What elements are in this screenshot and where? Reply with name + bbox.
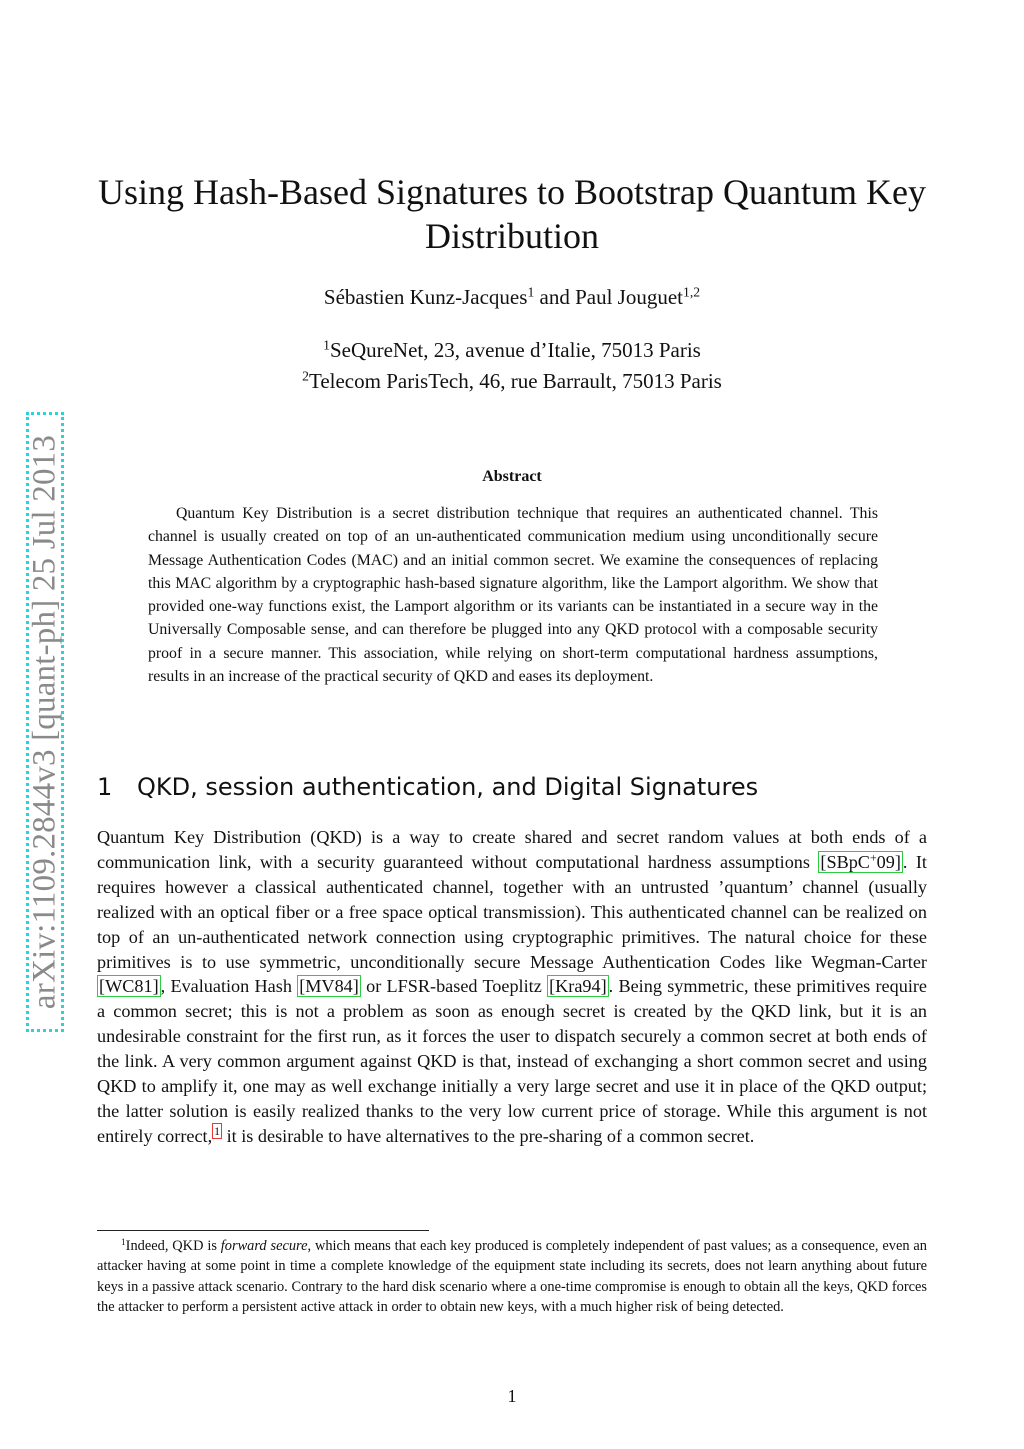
- citation-sbpc09-year: 09: [876, 851, 895, 872]
- page-number: 1: [507, 1386, 517, 1406]
- footnote-1-text-post: , which means that each key produced is completely independent of past values; as a consequence, even an attacker having at some point in time a complete knowledge of the equipment state including its secrets, does not learn anything about future keys in a passive attack scenario. Contrary to the hard disk scenario where a one-time compromise is enough to obtain all the keys, QKD forces the attacker to perform a persistent active attack in order to obtain new keys, with a much higher risk of being detected.: [97, 1238, 927, 1315]
- author-1-affiliation-mark: 1: [527, 284, 535, 300]
- footnote-rule: [97, 1230, 429, 1231]
- author-conjunction: and: [534, 285, 576, 309]
- body-text-5: . Being symmetric, these primitives require a common secret; this is not a problem as soon as enough secret is created by the QKD link, but it is an undesirable constraint for the first run, as it forces the user to dispatch securely a common secret at both ends of the link. A very common argument against QKD is that, instead of exchanging a short common secret and using QKD to amplify it, one may as well exchange initially a very large secret and use it in place of the QKD output; the latter solution is easily realized thanks to the very low current price of storage. While this argument is not entirely correct,: [97, 976, 927, 1146]
- author-2-name: Paul Jouguet: [575, 285, 684, 309]
- citation-mv84-key: MV84: [305, 976, 353, 997]
- section-heading: [97, 773, 758, 801]
- section-number: 1: [97, 773, 113, 801]
- footnote-1-link[interactable]: 1: [214, 1124, 221, 1139]
- body-text-2: . It requires however a classical authenticated channel, together with an untrusted ’quantum’ channel (usually realized with an optical fiber or a free space optical transmission). This authenticated channel can be realized on top of an un-authenticated network connection using cryptographic primitives. The natural choice for these primitives is to use symmetric, unconditionally secure Message Authentication Codes like Wegman-Carter: [97, 851, 927, 972]
- footnote-1-text-pre: Indeed, QKD is: [125, 1238, 221, 1254]
- affiliation-2-text: Telecom ParisTech, 46, rue Barrault, 75013 Paris: [308, 369, 722, 393]
- citation-link-mv84[interactable]: [MV84]: [299, 976, 359, 997]
- citation-kra94-key: Kra94: [555, 976, 601, 997]
- body-text-4: or LFSR-based Toeplitz: [360, 976, 548, 997]
- body-text-6: it is desirable to have alternatives to the pre-sharing of a common secret.: [222, 1125, 755, 1146]
- author-line: [60, 283, 964, 311]
- affiliation-1-text: SeQureNet, 23, avenue d’Italie, 75013 Paris: [329, 338, 701, 362]
- author-2-affiliation-mark: 1,2: [683, 284, 701, 300]
- footnote-1: [97, 1236, 927, 1317]
- section-title: QKD, session authentication, and Digital Signatures: [137, 773, 759, 801]
- citation-sbpc09-key: SBpC: [826, 851, 870, 872]
- citation-link-kra94[interactable]: [Kra94]: [549, 976, 607, 997]
- body-paragraph: [97, 825, 927, 1149]
- citation-link-wc81[interactable]: [WC81]: [99, 976, 159, 997]
- abstract-heading: Abstract: [482, 468, 542, 485]
- body-text-3: , Evaluation Hash: [160, 976, 298, 997]
- citation-wc81-key: WC81: [105, 976, 153, 997]
- abstract-text: Quantum Key Distribution is a secret distribution technique that requires an authenticated channel. This channel is usually created on top of an un-authenticated communication medium using unconditionally secure Message Authentication Codes (MAC) and an initial common secret. We examine the consequences of replacing this MAC algorithm by a cryptographic hash-based signature algorithm, like the Lamport algorithm. We show that provided one-way functions exist, the Lamport algorithm or its variants can be instantiated in a secure way in the Universally Composable sense, and can therefore be plugged into any QKD protocol with a composable security proof in a secure manner. This association, while relying on short-term computational hardness assumptions, results in an increase of the practical security of QKD and eases its deployment.: [148, 505, 878, 686]
- footnote-1-emphasis: forward secure: [220, 1238, 308, 1254]
- citation-sbpc09-plus: +: [869, 850, 877, 865]
- author-1-name: Sébastien Kunz-Jacques: [323, 285, 528, 309]
- affiliation-1: [60, 335, 964, 366]
- paper-title: Using Hash-Based Signatures to Bootstrap Quantum Key Distribution: [98, 172, 926, 256]
- affiliation-1-mark: 1: [323, 337, 330, 353]
- citation-link-sbpc09[interactable]: [SBpC+09]: [820, 850, 901, 872]
- footnote-1-mark: 1: [121, 1237, 126, 1248]
- affiliations: [60, 335, 964, 397]
- affiliation-2: [60, 366, 964, 397]
- body-text-1: Quantum Key Distribution (QKD) is a way to create shared and secret random values at both ends of a communication link, with a security guaranteed without computational hardness assumptions: [97, 827, 927, 872]
- arxiv-stamp[interactable]: arXiv:1109.2844v3 [quant-ph] 25 Jul 2013: [26, 434, 63, 1010]
- affiliation-2-mark: 2: [302, 368, 309, 384]
